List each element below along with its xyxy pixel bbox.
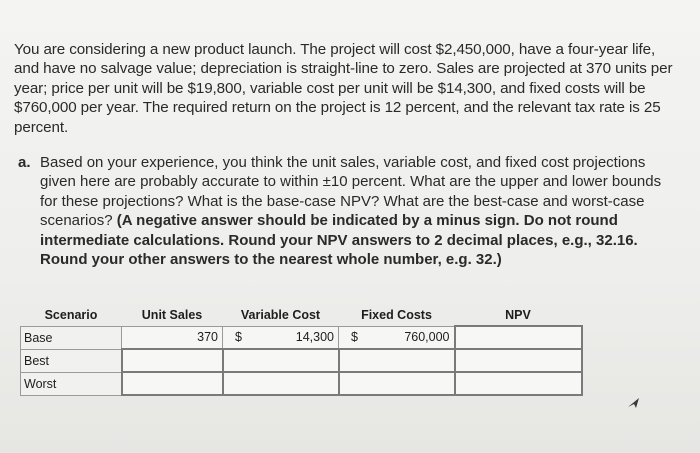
best-npv-input[interactable] — [455, 349, 582, 372]
table-row-base — [21, 326, 582, 349]
base-unit-sales-value: 370 — [197, 330, 218, 345]
base-fixed-costs — [339, 326, 455, 349]
scenario-label-worst: Worst — [21, 372, 122, 395]
problem-paragraph: You are considering a new product launch. The project will cost $2,450,000, have a four-year life, and have no salvage value; depreciation is straight-line to zero. Sales are projected at 370 units per year; price per unit will be $19,800, variable cost per unit will be $14,300, and fixed costs will be $760,000 per year. The required return on the project is 12 percent, and the relevant tax rate is 25 percent. — [14, 41, 673, 136]
worst-variable-cost-input[interactable] — [223, 372, 339, 395]
best-unit-sales-input[interactable] — [122, 349, 223, 372]
base-unit-sales — [122, 326, 223, 349]
base-fixed-costs-value: 760,000 — [404, 330, 450, 345]
worst-fixed-costs-input[interactable] — [339, 372, 455, 395]
base-npv-input[interactable] — [455, 326, 582, 349]
mouse-pointer-icon — [627, 396, 641, 410]
worst-unit-sales-input[interactable] — [122, 372, 223, 395]
base-variable-cost-value: 14,300 — [295, 330, 334, 345]
best-fixed-costs-input[interactable] — [339, 349, 455, 372]
part-a — [18, 153, 678, 269]
table-row-worst — [21, 372, 582, 395]
table-row-best — [21, 349, 582, 372]
part-a-letter: a. — [18, 154, 31, 171]
part-a-instructions: (A negative answer should be indicated by a minus sign. Do not round intermediate calculations. Round your NPV answers to 2 decimal places, e.g., 32.16. Round your other answers to the nearest whole number, e.g. 32.) — [40, 212, 638, 269]
worst-npv-input[interactable] — [455, 372, 582, 395]
scenario-label-best: Best — [21, 349, 122, 372]
best-variable-cost-input[interactable] — [223, 349, 339, 372]
base-variable-cost — [223, 326, 339, 349]
base-fixed-costs-symbol: $ — [351, 330, 358, 345]
part-a-question: Based on your experience, you think the unit sales, variable cost, and fixed cost projections given here are probably accurate to within ±10 percent. What are the upper and lower bounds for these projections? What is the base-case NPV? What are the best-case and worst-case scenarios? — [40, 154, 662, 230]
scenario-label-base: Base — [21, 326, 122, 349]
base-variable-cost-symbol: $ — [235, 330, 242, 345]
header-npv: NPV — [455, 305, 582, 326]
header-scenario: Scenario — [21, 305, 122, 326]
header-unit-sales: Unit Sales — [122, 305, 223, 326]
scenario-table — [20, 305, 583, 396]
header-fixed-costs: Fixed Costs — [339, 305, 455, 326]
header-variable-cost: Variable Cost — [223, 305, 339, 326]
